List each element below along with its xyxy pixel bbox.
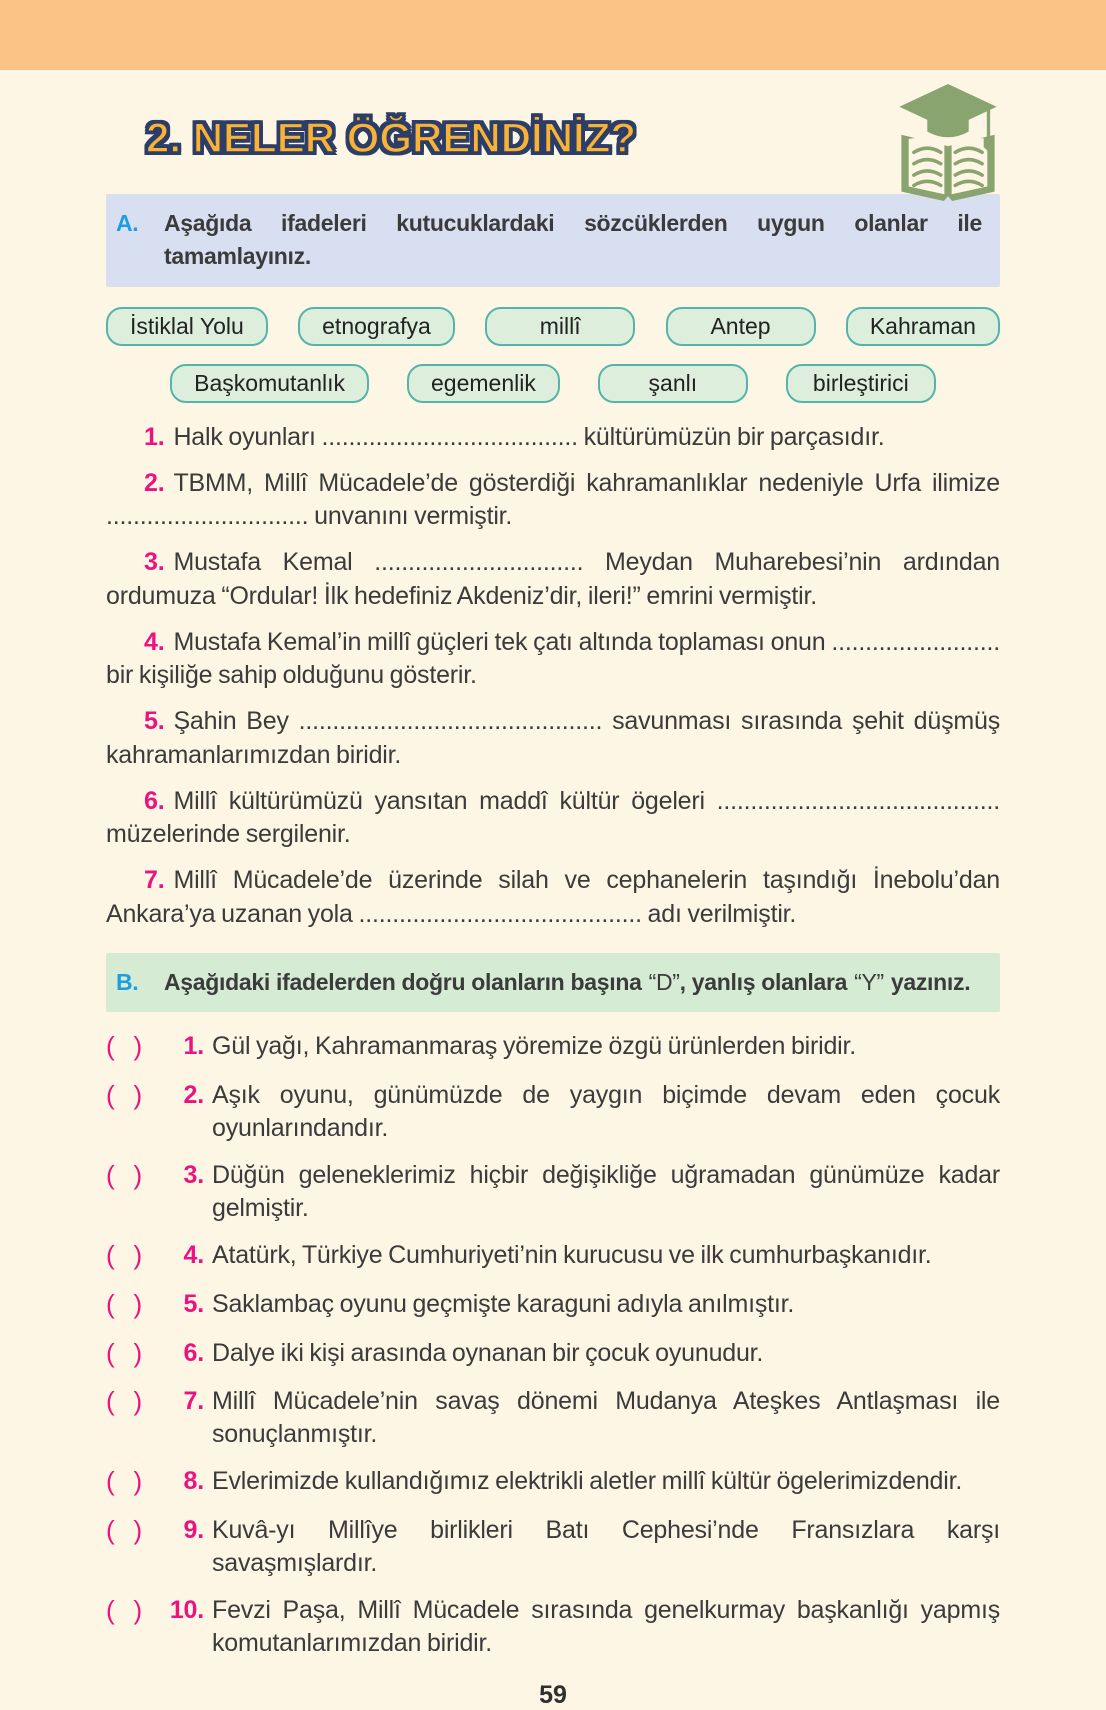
paren-open: ( bbox=[106, 1515, 115, 1546]
paren-close: ) bbox=[133, 1240, 142, 1271]
true-false-item bbox=[106, 1288, 1000, 1322]
top-accent-bar bbox=[0, 0, 1106, 70]
item-number: 5. bbox=[183, 1289, 204, 1318]
section-a-header bbox=[106, 194, 1000, 287]
answer-slot bbox=[106, 1239, 142, 1273]
item-text: Millî Mücadele’de üzerinde silah ve cephanelerin taşındığı İnebolu’dan Ankara’ya uzanan yola .......................................... adı verilmiştir. bbox=[106, 866, 1000, 928]
item-number: 5. bbox=[144, 707, 165, 736]
item-text: Halk oyunları ...................................... kültürümüzün bir parçasıdır. bbox=[173, 422, 885, 451]
item-text: Mustafa Kemal’in millî güçleri tek çatı altında toplaması onun ......................... bir kişiliğe sahip olduğunu gösterir. bbox=[106, 627, 1000, 690]
fill-blank-item bbox=[106, 546, 1000, 613]
paren-close: ) bbox=[133, 1031, 142, 1062]
item-text: Millî kültürümüzü yansıtan maddî kültür ögeleri .......................................... müzelerinde sergilenir. bbox=[106, 786, 1000, 849]
answer-slot bbox=[106, 1385, 142, 1450]
answer-slot bbox=[106, 1465, 142, 1499]
item-text: TBMM, Millî Mücadele’de gösterdiği kahramanlıklar nedeniyle Urfa ilimize .............................. unvanını vermiştir. bbox=[106, 468, 1000, 531]
page-title: 2. NELER ÖĞRENDİNİZ? bbox=[146, 114, 637, 161]
item-number: 7. bbox=[144, 866, 165, 895]
item-number: 3. bbox=[144, 548, 165, 577]
paren-open: ( bbox=[106, 1288, 115, 1319]
paren-close: ) bbox=[133, 1466, 142, 1497]
paren-open: ( bbox=[106, 1466, 115, 1497]
answer-slot bbox=[106, 1594, 142, 1659]
item-number: 4. bbox=[183, 1241, 204, 1270]
page-number: 59 bbox=[539, 1681, 567, 1710]
answer-slot bbox=[106, 1030, 142, 1064]
section-a-items bbox=[106, 421, 1000, 931]
page-content bbox=[0, 70, 1106, 1710]
paren-open: ( bbox=[106, 1240, 115, 1271]
item-number: 3. bbox=[183, 1161, 204, 1190]
item-text: Saklambaç oyunu geçmişte karaguni adıyla anılmıştır. bbox=[212, 1289, 795, 1318]
paren-close: ) bbox=[133, 1337, 142, 1368]
fill-blank-item bbox=[106, 864, 1000, 931]
paren-close: ) bbox=[133, 1386, 142, 1417]
true-false-item bbox=[106, 1385, 1000, 1450]
item-number: 10. bbox=[169, 1596, 204, 1625]
word-bank bbox=[106, 307, 1000, 403]
paren-open: ( bbox=[106, 1337, 115, 1368]
answer-slot bbox=[106, 1514, 142, 1579]
instruction-text: Aşağıdaki ifadelerden doğru olanların başına bbox=[164, 968, 642, 995]
true-false-item bbox=[106, 1514, 1000, 1579]
paren-open: ( bbox=[106, 1160, 115, 1191]
item-number: 7. bbox=[183, 1387, 204, 1416]
answer-slot bbox=[106, 1288, 142, 1322]
item-text: Şahin Bey ............................................. savunması sırasında şehit düşmüş kahramanlarımızdan biridir. bbox=[106, 707, 1000, 769]
word-box: İstiklal Yolu bbox=[106, 307, 268, 346]
item-text: Millî Mücadele’nin savaş dönemi Mudanya Ateşkes Antlaşması ile sonuçlanmıştır. bbox=[212, 1387, 1000, 1448]
section-b-label: B. bbox=[116, 968, 139, 995]
true-false-item bbox=[106, 1337, 1000, 1371]
paren-open: ( bbox=[106, 1031, 115, 1062]
word-box: Antep bbox=[666, 307, 816, 346]
section-b-header bbox=[106, 953, 1000, 1012]
token-d: “D” bbox=[648, 968, 680, 995]
section-a-label: A. bbox=[116, 210, 139, 236]
title-row bbox=[106, 70, 1000, 194]
paren-close: ) bbox=[133, 1080, 142, 1111]
instruction-text: yazınız. bbox=[890, 968, 971, 995]
fill-blank-item bbox=[106, 421, 1000, 454]
item-number: 9. bbox=[183, 1516, 204, 1545]
item-text: Evlerimizde kullandığımız elektrikli aletler millî kültür ögelerimizdendir. bbox=[212, 1467, 963, 1496]
word-box: etnografya bbox=[298, 307, 455, 346]
word-bank-row-1 bbox=[106, 307, 1000, 346]
word-box: şanlı bbox=[598, 364, 748, 403]
true-false-item bbox=[106, 1159, 1000, 1224]
fill-blank-item bbox=[106, 467, 1000, 534]
fill-blank-item bbox=[106, 785, 1000, 852]
word-box: birleştirici bbox=[786, 364, 936, 403]
item-number: 1. bbox=[183, 1032, 204, 1061]
paren-close: ) bbox=[133, 1160, 142, 1191]
item-text: Mustafa Kemal ............................... Meydan Muharebesi’nin ardından ordumuza “Ordular! İlk hedefiniz Akdeniz’dir, ileri!” emrini vermiştir. bbox=[106, 548, 1000, 610]
true-false-item bbox=[106, 1030, 1000, 1064]
section-b-instruction bbox=[164, 966, 982, 999]
word-box: millî bbox=[485, 307, 635, 346]
item-text: Düğün geleneklerimiz hiçbir değişikliğe uğramadan günümüze kadar gelmiştir. bbox=[212, 1161, 1000, 1222]
section-b-items bbox=[106, 1030, 1000, 1659]
item-number: 4. bbox=[144, 627, 165, 656]
item-number: 2. bbox=[144, 468, 165, 497]
word-box: egemenlik bbox=[407, 364, 560, 403]
fill-blank-item bbox=[106, 626, 1000, 693]
item-number: 1. bbox=[144, 422, 165, 451]
word-bank-row-2 bbox=[106, 364, 1000, 403]
paren-open: ( bbox=[106, 1386, 115, 1417]
paren-open: ( bbox=[106, 1595, 115, 1626]
item-number: 8. bbox=[183, 1467, 204, 1496]
paren-open: ( bbox=[106, 1080, 115, 1111]
token-y: “Y” bbox=[854, 968, 884, 995]
item-text: Dalye iki kişi arasında oynanan bir çocuk oyunudur. bbox=[212, 1338, 764, 1367]
item-text: Gül yağı, Kahramanmaraş yöremize özgü ürünlerden biridir. bbox=[212, 1032, 857, 1061]
item-number: 6. bbox=[183, 1338, 204, 1367]
paren-close: ) bbox=[133, 1515, 142, 1546]
item-text: Fevzi Paşa, Millî Mücadele sırasında genelkurmay başkanlığı yapmış komutanlarımızdan biridir. bbox=[212, 1596, 1000, 1657]
true-false-item bbox=[106, 1079, 1000, 1144]
paren-close: ) bbox=[133, 1595, 142, 1626]
true-false-item bbox=[106, 1465, 1000, 1499]
answer-slot bbox=[106, 1159, 142, 1224]
paren-close: ) bbox=[133, 1288, 142, 1319]
word-box: Başkomutanlık bbox=[170, 364, 369, 403]
item-text: Atatürk, Türkiye Cumhuriyeti’nin kurucusu ve ilk cumhurbaşkanıdır. bbox=[212, 1241, 932, 1270]
item-number: 6. bbox=[144, 786, 165, 815]
word-box: Kahraman bbox=[846, 307, 1000, 346]
fill-blank-item bbox=[106, 705, 1000, 772]
instruction-text: , yanlış olanlara bbox=[679, 968, 848, 995]
item-text: Aşık oyunu, günümüzde de yaygın biçimde devam eden çocuk oyunlarındandır. bbox=[212, 1081, 1000, 1142]
section-a-instruction: Aşağıda ifadeleri kutucuklardaki sözcüklerden uygun olanlar ile tamamlayınız. bbox=[164, 210, 982, 270]
item-text: Kuvâ-yı Millîye birlikleri Batı Cephesi’nde Fransızlara karşı savaşmışlardır. bbox=[212, 1516, 1000, 1577]
item-number: 2. bbox=[183, 1081, 204, 1110]
true-false-item bbox=[106, 1594, 1000, 1659]
true-false-item bbox=[106, 1239, 1000, 1273]
answer-slot bbox=[106, 1079, 142, 1144]
graduation-cap-book-icon bbox=[896, 84, 1000, 207]
answer-slot bbox=[106, 1337, 142, 1371]
